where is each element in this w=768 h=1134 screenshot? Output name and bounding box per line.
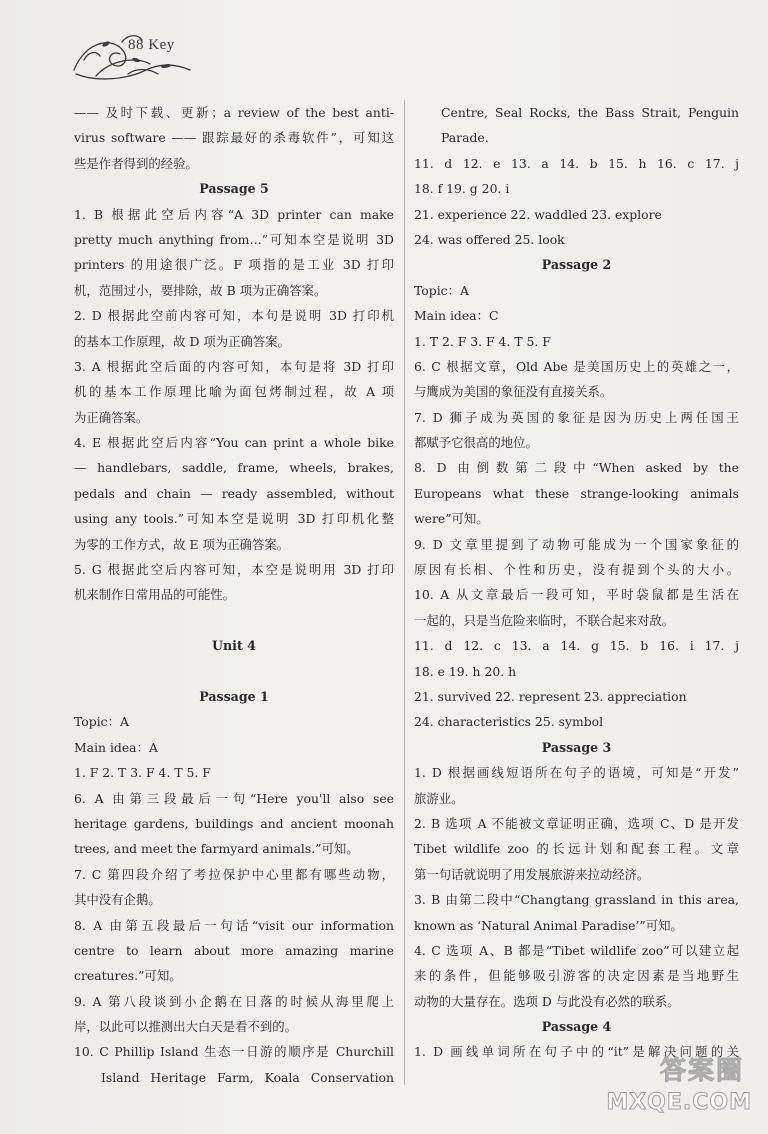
text-line: 7. C 第四段介绍了考拉保护中心里都有哪些动物， xyxy=(74,866,394,882)
text-line: 其中没有企鹅。 xyxy=(74,892,161,908)
text-line: 机的基本工作原理比喻为面包烤制过程，故 A 项 xyxy=(74,384,394,400)
text-line: 9. A 第八段谈到小企鹅在日落的时候从海里爬上 xyxy=(74,993,394,1009)
text-line: Passage 4 xyxy=(541,1019,612,1035)
text-line: Parade. xyxy=(441,130,489,146)
text-line: Topic：A xyxy=(414,282,469,298)
text-line: Island Heritage Farm, Koala Conservation xyxy=(101,1069,394,1085)
text-line: 24. was offered 25. look xyxy=(414,231,565,247)
text-line: 为正确答案。 xyxy=(74,409,149,425)
text-line: 4. E 根据此空后内容“You can print a whole bike xyxy=(74,435,394,451)
text-line: 1. D 画线单词所在句子中的“it”是解决问题的关 xyxy=(414,1044,739,1060)
text-line: 2. B 选项 A 不能被文章证明正确，选项 C、D 是开发 xyxy=(414,815,739,831)
text-line: 8. D 由倒数第二段中“When asked by the xyxy=(414,460,739,476)
text-line: were”可知。 xyxy=(414,511,489,527)
text-line: heritage gardens, buildings and ancient moonah xyxy=(74,815,394,831)
text-line: 来的条件，但能够吸引游客的决定因素是当地野生 xyxy=(414,968,739,984)
text-line: 岸，以此可以推测出大白天是看不到的。 xyxy=(74,1019,298,1035)
text-line: 10. C Phillip Island 生态一日游的顺序是 Churchill xyxy=(74,1044,394,1060)
text-line: printers 的用途很广泛。F 项指的是工业 3D 打印 xyxy=(74,257,394,273)
text-line: 3. B 由第二段中“Changtang grassland in this area, xyxy=(414,892,739,908)
text-line: 些是作者得到的经验。 xyxy=(74,155,198,171)
text-line: 1. T 2. F 3. F 4. T 5. F xyxy=(414,333,551,349)
text-line: 8. A 由第五段最后一句话“visit our information xyxy=(74,917,394,933)
text-line: 1. D 根据画线短语所在句子的语境，可知是“开发” xyxy=(414,765,739,781)
text-line: Passage 1 xyxy=(199,688,269,704)
text-line: —— 及时下载、更新；a review of the best anti- xyxy=(74,105,394,120)
text-line: 24. characteristics 25. symbol xyxy=(414,714,604,730)
text-line: 7. D 狮子成为英国的象征是因为历史上两任国王 xyxy=(414,409,739,425)
text-line: creatures.”可知。 xyxy=(74,968,182,984)
text-line: 与鹰成为美国的象征没有直接关系。 xyxy=(414,384,613,400)
text-line: 机来制作日常用品的可能性。 xyxy=(74,587,236,603)
text-line: Main idea：C xyxy=(414,308,499,324)
text-line: 9. D 文章里提到了动物可能成为一个国家象征的 xyxy=(414,536,739,552)
text-line: 3. A 根据此空后面的内容可知，本句是将 3D 打印 xyxy=(74,358,394,374)
page-header xyxy=(66,30,286,90)
text-line: Europeans what these strange-looking animals xyxy=(414,485,739,501)
text-line: 动物的大量存在。选项 D 与此没有必然的联系。 xyxy=(414,993,680,1009)
text-line: Tibet wildlife zoo 的长远计划和配套工程。文章 xyxy=(414,841,739,857)
text-line: known as ‘Natural Animal Paradise’”可知。 xyxy=(414,917,683,933)
text-line: 18. e 19. h 20. h xyxy=(414,663,517,679)
text-line: virus software —— 跟踪最好的杀毒软件”，可知这 xyxy=(74,130,394,146)
text-line: 机，范围过小，要排除，故 B 项为正确答案。 xyxy=(74,282,327,298)
text-line: Passage 2 xyxy=(541,257,612,273)
text-line: 18. f 19. g 20. i xyxy=(414,181,510,197)
text-line: 都赋予它很高的地位。 xyxy=(414,435,538,451)
text-line: centre to learn about more amazing marine xyxy=(74,942,394,958)
page-number-label: 88 Key xyxy=(128,37,175,53)
right-column xyxy=(414,100,739,1065)
text-line: 21. experience 22. waddled 23. explore xyxy=(414,206,662,222)
text-line: pretty much anything from…”可知本空是说明 3D xyxy=(74,231,394,247)
text-line: — handlebars, saddle, frame, wheels, brakes, xyxy=(74,460,394,476)
watermark-url: MXQE.COM xyxy=(606,1090,752,1115)
text-line: trees, and meet the farmyard animals.”可知。 xyxy=(74,841,359,857)
text-line: pedals and chain — ready assembled, without xyxy=(74,485,394,501)
text-line: using any tools.”可知本空是说明 3D 打印机化整 xyxy=(74,511,394,527)
text-line: 原因有长相、个性和历史，没有提到个头的大小。 xyxy=(414,562,739,578)
text-line: 1. B 根据此空后内容“A 3D printer can make xyxy=(74,206,394,222)
column-divider xyxy=(404,100,405,1085)
text-line: Passage 3 xyxy=(541,739,612,755)
text-line: 21. survived 22. represent 23. appreciation xyxy=(414,688,687,704)
text-line: 10. A 从文章最后一段可知，平时袋鼠都是生活在 xyxy=(414,587,739,603)
text-line: Passage 5 xyxy=(199,181,269,197)
text-line: 旅游业。 xyxy=(414,790,464,806)
text-line: 为零的工作方式，故 E 项为正确答案。 xyxy=(74,536,290,552)
text-line xyxy=(74,608,394,633)
text-line xyxy=(74,659,394,684)
text-line: 11. d 12. c 13. a 14. g 15. b 16. i 17. j xyxy=(414,638,739,654)
text-line: 11. d 12. e 13. a 14. b 15. h 16. c 17. j xyxy=(414,155,739,171)
text-line: Unit 4 xyxy=(212,638,256,654)
text-line: 第一句话就说明了用发展旅游来拉动经济。 xyxy=(414,866,650,882)
text-line: 6. C 根据文章，Old Abe 是美国历史上的英雄之一， xyxy=(414,358,739,374)
text-line: 4. C 选项 A、B 都是“Tibet wildlife zoo”可以建立起 xyxy=(414,942,739,958)
text-line: 2. D 根据此空前内容可知，本句是说明 3D 打印机 xyxy=(74,308,394,324)
watermark-logo-text: 答案圈 xyxy=(659,1056,744,1086)
site-watermark xyxy=(606,1046,762,1126)
text-line: Main idea：A xyxy=(74,739,158,755)
text-line: 一起的，只是当危险来临时，不联合起来对敌。 xyxy=(414,612,675,628)
text-line: 5. G 根据此空后内容可知，本空是说明用 3D 打印 xyxy=(74,562,394,578)
left-column xyxy=(74,100,394,1090)
text-line: 1. F 2. T 3. F 4. T 5. F xyxy=(74,765,211,781)
text-line: Centre, Seal Rocks, the Bass Strait, Penguin xyxy=(441,105,739,120)
text-line: Topic：A xyxy=(74,714,129,730)
text-line: 的基本工作原理，故 D 项为正确答案。 xyxy=(74,333,291,349)
text-line: 6. A 由第三段最后一句“Here you'll also see xyxy=(74,790,394,806)
